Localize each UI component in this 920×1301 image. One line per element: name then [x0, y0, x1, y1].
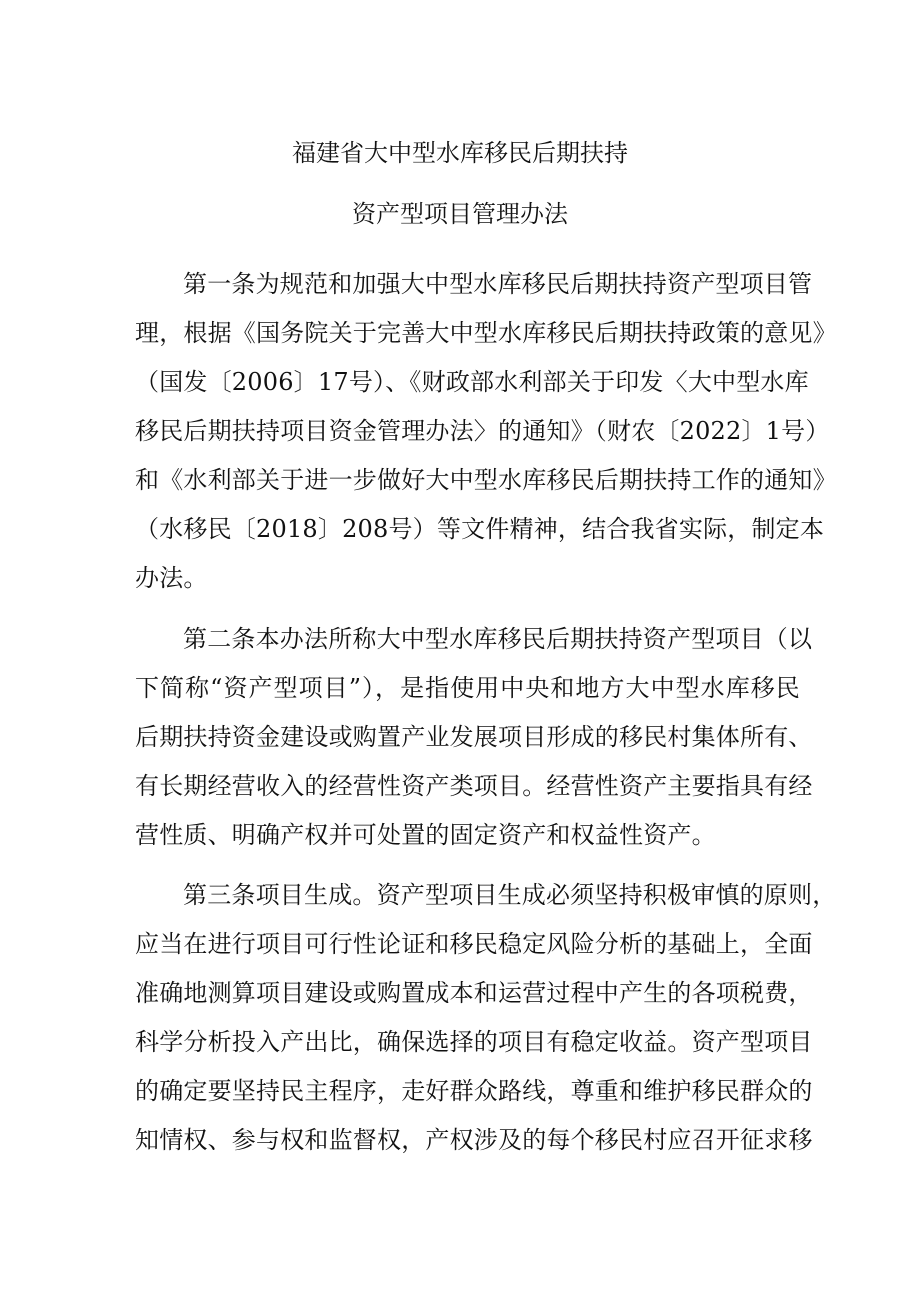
article-2-line: 营性质、明确产权并可处置的固定资产和权益性资产。: [135, 821, 716, 849]
document-title-line-1: 福建省大中型水库移民后期扶持: [292, 139, 628, 167]
article-2-line: 有长期经营收入的经营性资产类项目。经营性资产主要指具有经: [135, 772, 813, 800]
article-1: [135, 260, 837, 603]
article-1-line: 第一条为规范和加强大中型水库移民后期扶持资产型项目管: [183, 270, 813, 298]
article-1-line: （国发〔2006〕17号）、《财政部水利部关于印发〈大中型水库: [135, 368, 809, 396]
article-1-line: 办法。: [135, 564, 208, 592]
article-3-line: 应当在进行项目可行性论证和移民稳定风险分析的基础上，全面: [135, 930, 813, 958]
article-1-line: 移民后期扶持项目资金管理办法〉的通知》（财农〔2022〕1号）: [135, 417, 830, 445]
article-3-line: 科学分析投入产出比，确保选择的项目有稳定收益。资产型项目: [135, 1028, 813, 1056]
document-title-line-2: 资产型项目管理办法: [352, 200, 568, 228]
article-2-line: 第二条本办法所称大中型水库移民后期扶持资产型项目（以: [183, 625, 813, 653]
article-3-line: 第三条项目生成。资产型项目生成必须坚持积极审慎的原则，: [183, 881, 837, 909]
article-2: [135, 615, 813, 860]
article-2-line: 下简称“资产型项目”），是指使用中央和地方大中型水库移民: [135, 674, 800, 702]
article-1-line: 和《水利部关于进一步做好大中型水库移民后期扶持工作的通知》: [135, 466, 837, 494]
article-2-line: 后期扶持资金建设或购置产业发展项目形成的移民村集体所有、: [135, 723, 813, 751]
article-3: [135, 871, 837, 1165]
article-3-line: 的确定要坚持民主程序，走好群众路线，尊重和维护移民群众的: [135, 1077, 813, 1105]
article-1-line: 理，根据《国务院关于完善大中型水库移民后期扶持政策的意见》: [135, 319, 837, 347]
article-1-line: （水移民〔2018〕208号）等文件精神，结合我省实际，制定本: [135, 515, 825, 543]
article-3-line: 准确地测算项目建设或购置成本和运营过程中产生的各项税费，: [135, 979, 813, 1007]
article-3-line: 知情权、参与权和监督权，产权涉及的每个移民村应召开征求移: [135, 1126, 813, 1154]
